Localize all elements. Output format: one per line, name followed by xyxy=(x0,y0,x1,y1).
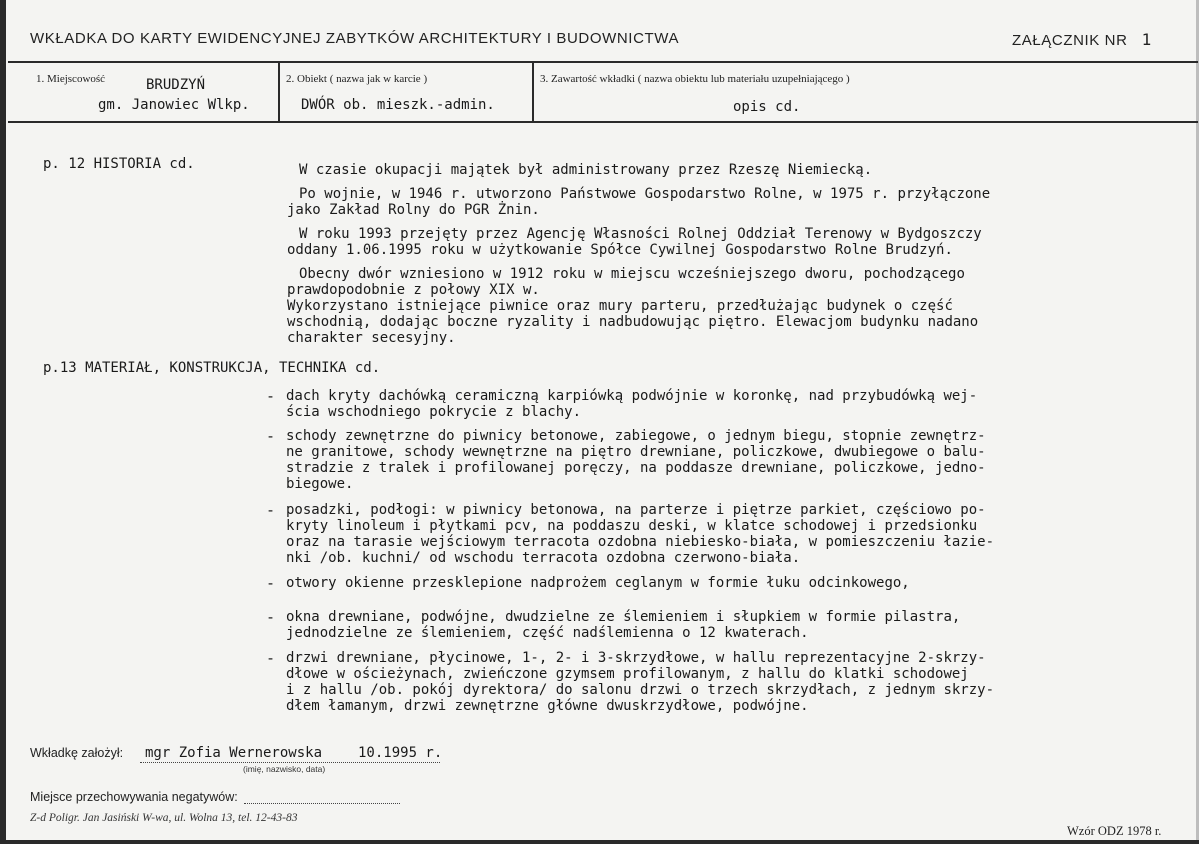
material-line: okna drewniane, podwójne, dwudzielne ze ślemieniem i słupkiem w formie pilastra, xyxy=(286,609,961,625)
form-title: WKŁADKA DO KARTY EWIDENCYJNEJ ZABYTKÓW ARCHITEKTURY I BUDOWNICTWA xyxy=(30,30,680,47)
history-line: charakter secesyjny. xyxy=(287,330,456,346)
material-line: ścia wschodniego pokrycie z blachy. xyxy=(286,404,582,420)
list-dash: - xyxy=(266,574,276,592)
material-line: ne granitowe, schody wewnętrzne na piętro drewniane, policzkowe, dwubiegowe o balu- xyxy=(286,444,986,460)
field-divider-2 xyxy=(532,62,534,122)
field-divider-1 xyxy=(278,62,280,122)
author-value: mgr Zofia Wernerowska xyxy=(145,745,323,761)
author-label: Wkładkę założył: xyxy=(30,746,124,760)
material-line: nki /ob. kuchni/ od wschodu terracota ozdobna czerwono-biała. xyxy=(286,550,801,566)
history-line: Wykorzystano istniejące piwnice oraz mury parteru, przedłużając budynek o część xyxy=(287,298,953,314)
material-line: dłowe w ościeżynach, zwieńczone gzymsem profilowanym, z hallu do klatki schodowej xyxy=(286,666,969,682)
author-date: 10.1995 r. xyxy=(358,745,443,761)
field-content-label: 3. Zawartość wkładki ( nazwa obiektu lub materiału uzupełniającego ) xyxy=(540,73,850,85)
list-dash: - xyxy=(266,501,276,519)
history-line: jako Zakład Rolny do PGR Żnin. xyxy=(287,202,540,218)
history-heading: p. 12 HISTORIA cd. xyxy=(43,156,195,172)
history-line: wschodnią, dodając boczne ryzality i nadbudowując piętro. Elewacjom budynku nadano xyxy=(287,314,979,330)
field-object-value: DWÓR ob. mieszk.-admin. xyxy=(301,97,495,113)
list-dash: - xyxy=(266,387,276,405)
field-locality-value: BRUDZYŃ xyxy=(146,77,206,93)
material-line: dach kryty dachówką ceramiczną karpiówką podwójnie w koronkę, nad przybudówką wej- xyxy=(286,388,978,404)
list-dash: - xyxy=(266,427,276,445)
history-line: prawdopodobnie z połowy XIX w. xyxy=(287,282,540,298)
field-box-bottom-rule xyxy=(8,121,1198,123)
material-line: i z hallu /ob. pokój dyrektora/ do salonu drzwi o trzech skrzydłach, z jednym skrzy- xyxy=(286,682,995,698)
history-line: W czasie okupacji majątek był administrowany przez Rzeszę Niemiecką. xyxy=(299,162,873,178)
field-object-label: 2. Obiekt ( nazwa jak w karcie ) xyxy=(286,73,428,85)
history-line: oddany 1.06.1995 roku w użytkowanie Spółce Cywilnej Gospodarstwo Rolne Brudzyń. xyxy=(287,242,953,258)
author-dotted-line xyxy=(140,762,440,763)
printer-imprint: Z-d Poligr. Jan Jasiński W-wa, ul. Wolna 13, tel. 12-43-83 xyxy=(30,812,298,824)
form-code: Wzór ODZ 1978 r. xyxy=(1067,824,1162,838)
negatives-dotted-line xyxy=(244,803,400,804)
annex-number: 1 xyxy=(1141,30,1152,49)
scan-edge-left xyxy=(0,0,6,844)
author-hint: (imię, nazwisko, data) xyxy=(243,764,326,774)
history-line: W roku 1993 przejęty przez Agencję Własności Rolnej Oddział Terenowy w Bydgoszczy xyxy=(299,226,982,242)
list-dash: - xyxy=(266,608,276,626)
field-box-top-rule xyxy=(8,61,1198,63)
field-commune-value: gm. Janowiec Wlkp. xyxy=(98,97,250,113)
annex-indicator xyxy=(1012,30,1152,49)
material-heading: p.13 MATERIAŁ, KONSTRUKCJA, TECHNIKA cd. xyxy=(43,360,381,376)
history-line: Po wojnie, w 1946 r. utworzono Państwowe Gospodarstwo Rolne, w 1975 r. przyłączone xyxy=(299,186,991,202)
material-line: dłem łamanym, drzwi zewnętrzne główne dwuskrzydłowe, podwójne. xyxy=(286,698,809,714)
material-line: otwory okienne przesklepione nadprożem ceglanym w formie łuku odcinkowego, xyxy=(286,575,910,591)
history-line: Obecny dwór wzniesiono w 1912 roku w miejscu wcześniejszego dworu, pochodzącego xyxy=(299,266,965,282)
material-line: biegowe. xyxy=(286,476,354,492)
material-line: oraz na tarasie wejściowym terracota ozdobna niebiesko-biała, w pomieszczeniu łazie- xyxy=(286,534,995,550)
scan-edge-bottom xyxy=(0,840,1199,844)
material-line: stradzie z tralek i profilowanej poręczy, na poddasze drewniane, policzkowe, jedno- xyxy=(286,460,986,476)
material-line: kryty linoleum i płytkami pcv, na poddaszu deski, w klatce schodowej i przedsionku xyxy=(286,518,978,534)
annex-label: ZAŁĄCZNIK NR xyxy=(1012,32,1128,49)
material-line: drzwi drewniane, płycinowe, 1-, 2- i 3-skrzydłowe, w hallu reprezentacyjne 2-skrzy- xyxy=(286,650,986,666)
field-content-value: opis cd. xyxy=(733,99,801,115)
field-locality-label: 1. Miejscowość xyxy=(36,73,106,85)
list-dash: - xyxy=(266,649,276,667)
material-line: schody zewnętrzne do piwnicy betonowe, zabiegowe, o jednym biegu, stopnie zewnętrz- xyxy=(286,428,986,444)
negatives-label: Miejsce przechowywania negatywów: xyxy=(30,790,238,804)
material-line: posadzki, podłogi: w piwnicy betonowa, na parterze i piętrze parkiet, częściowo po- xyxy=(286,502,986,518)
material-line: jednodzielne ze ślemieniem, część nadślemienna o 12 kwaterach. xyxy=(286,625,809,641)
